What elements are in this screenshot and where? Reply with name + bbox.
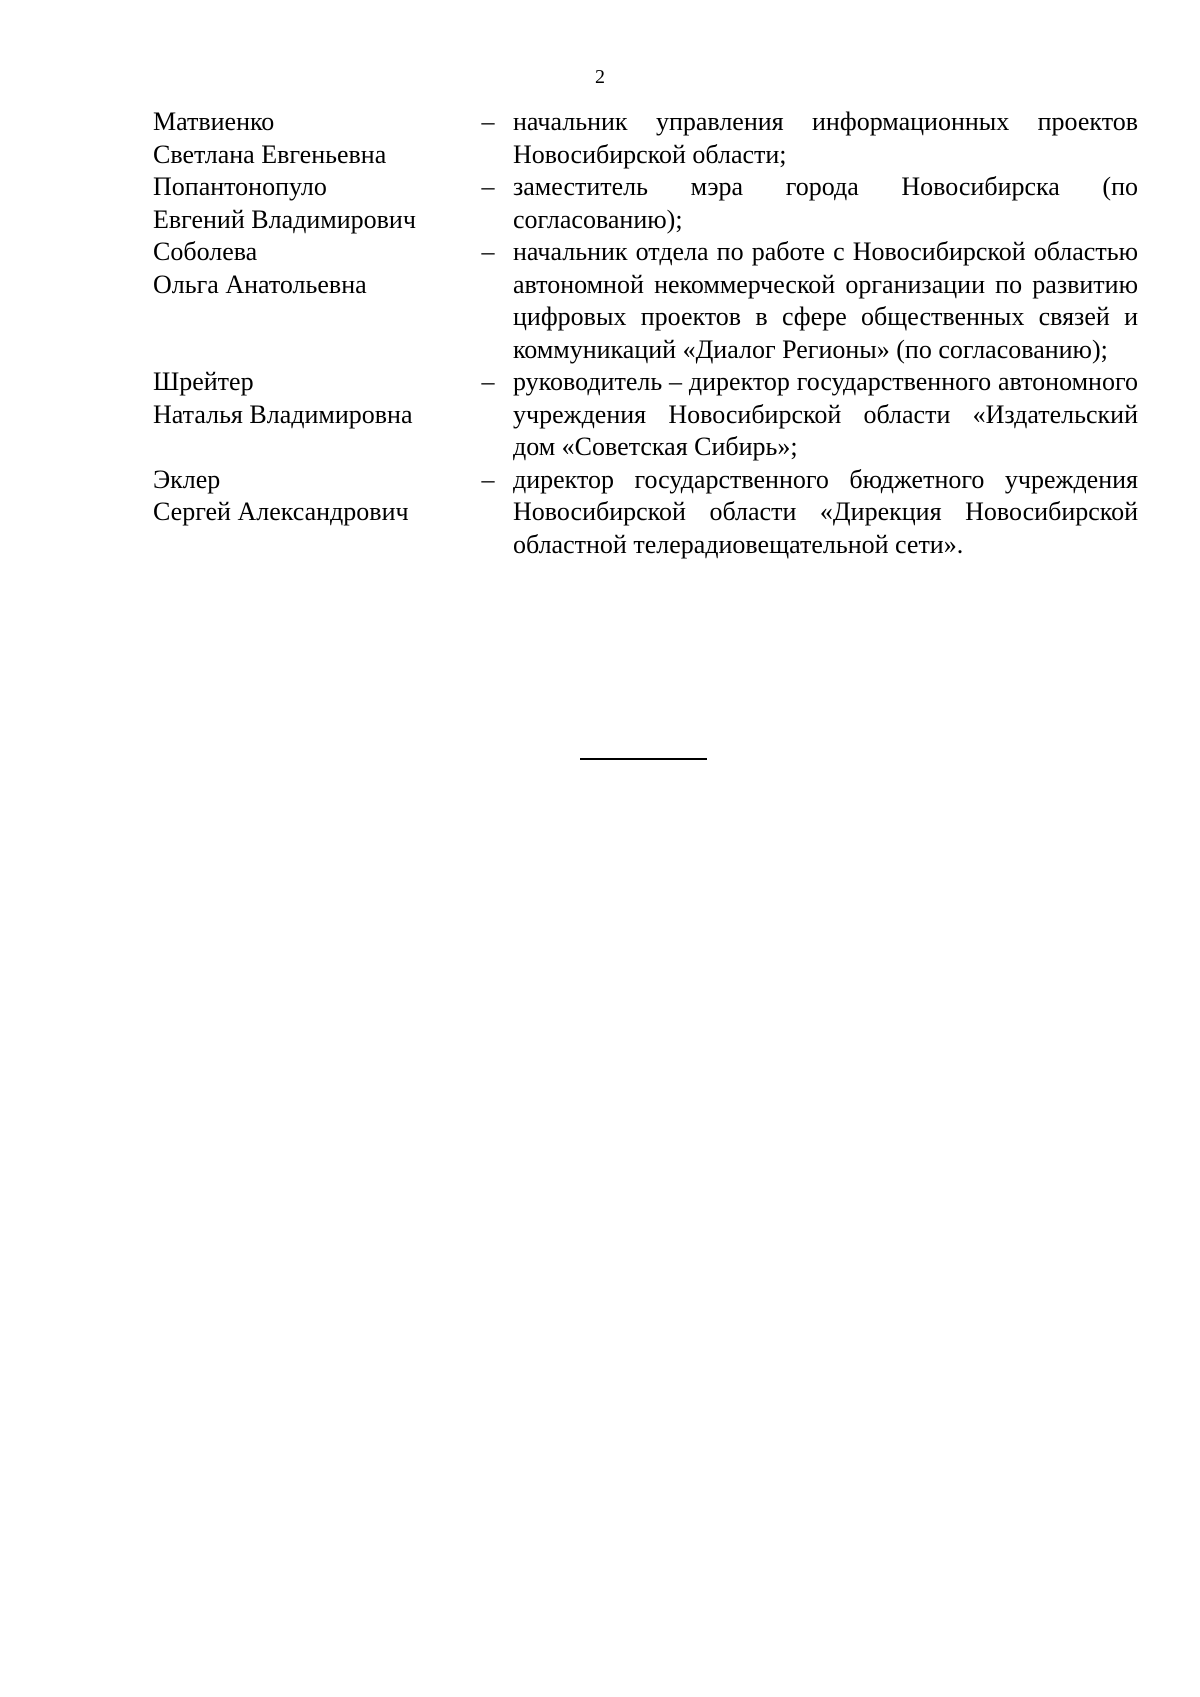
dash-separator: – — [481, 237, 495, 266]
member-role: начальник управления информационных проектов Новосибирской области; — [513, 107, 1138, 169]
member-row — [153, 366, 1138, 464]
member-given-name: Светлана Евгеньевна — [153, 139, 387, 169]
page-number: 2 — [595, 66, 605, 88]
member-surname: Эклер — [153, 464, 221, 494]
dash-separator: – — [481, 367, 495, 396]
dash-separator: – — [481, 464, 495, 494]
member-surname: Матвиенко — [153, 107, 275, 136]
member-role: начальник отдела по работе с Новосибирской областью автономной некоммерческой организации по развитию цифровых проектов в сфере общественных связей и коммуникаций «Диалог Регионы» (по согласованию); — [513, 237, 1138, 364]
member-surname: Попантонопуло — [153, 172, 327, 201]
member-row — [153, 236, 1138, 366]
member-row — [153, 106, 1138, 171]
dash-separator: – — [481, 107, 495, 136]
member-surname: Шрейтер — [153, 367, 254, 396]
member-name — [153, 464, 463, 562]
member-role: директор государственного бюджетного учреждения Новосибирской области «Дирекция Новосибирской областной телерадиовещательной сети». — [513, 464, 1138, 559]
member-row — [153, 464, 1138, 562]
member-role: руководитель – директор государственного автономного учреждения Новосибирской области «Издательский дом «Советская Сибирь»; — [513, 367, 1138, 461]
member-row — [153, 171, 1138, 236]
member-given-name: Ольга Анатольевна — [153, 269, 367, 299]
member-given-name: Сергей Александрович — [153, 497, 409, 526]
member-name — [153, 171, 463, 236]
end-divider — [580, 758, 707, 760]
member-list — [153, 106, 1138, 561]
member-name — [153, 366, 463, 464]
member-given-name: Евгений Владимирович — [153, 204, 416, 234]
member-role: заместитель мэра города Новосибирска (по согласованию); — [513, 172, 1138, 234]
member-name — [153, 106, 463, 171]
member-given-name: Наталья Владимировна — [153, 399, 413, 429]
dash-separator: – — [481, 172, 495, 201]
member-surname: Соболева — [153, 237, 258, 266]
member-name — [153, 236, 463, 366]
